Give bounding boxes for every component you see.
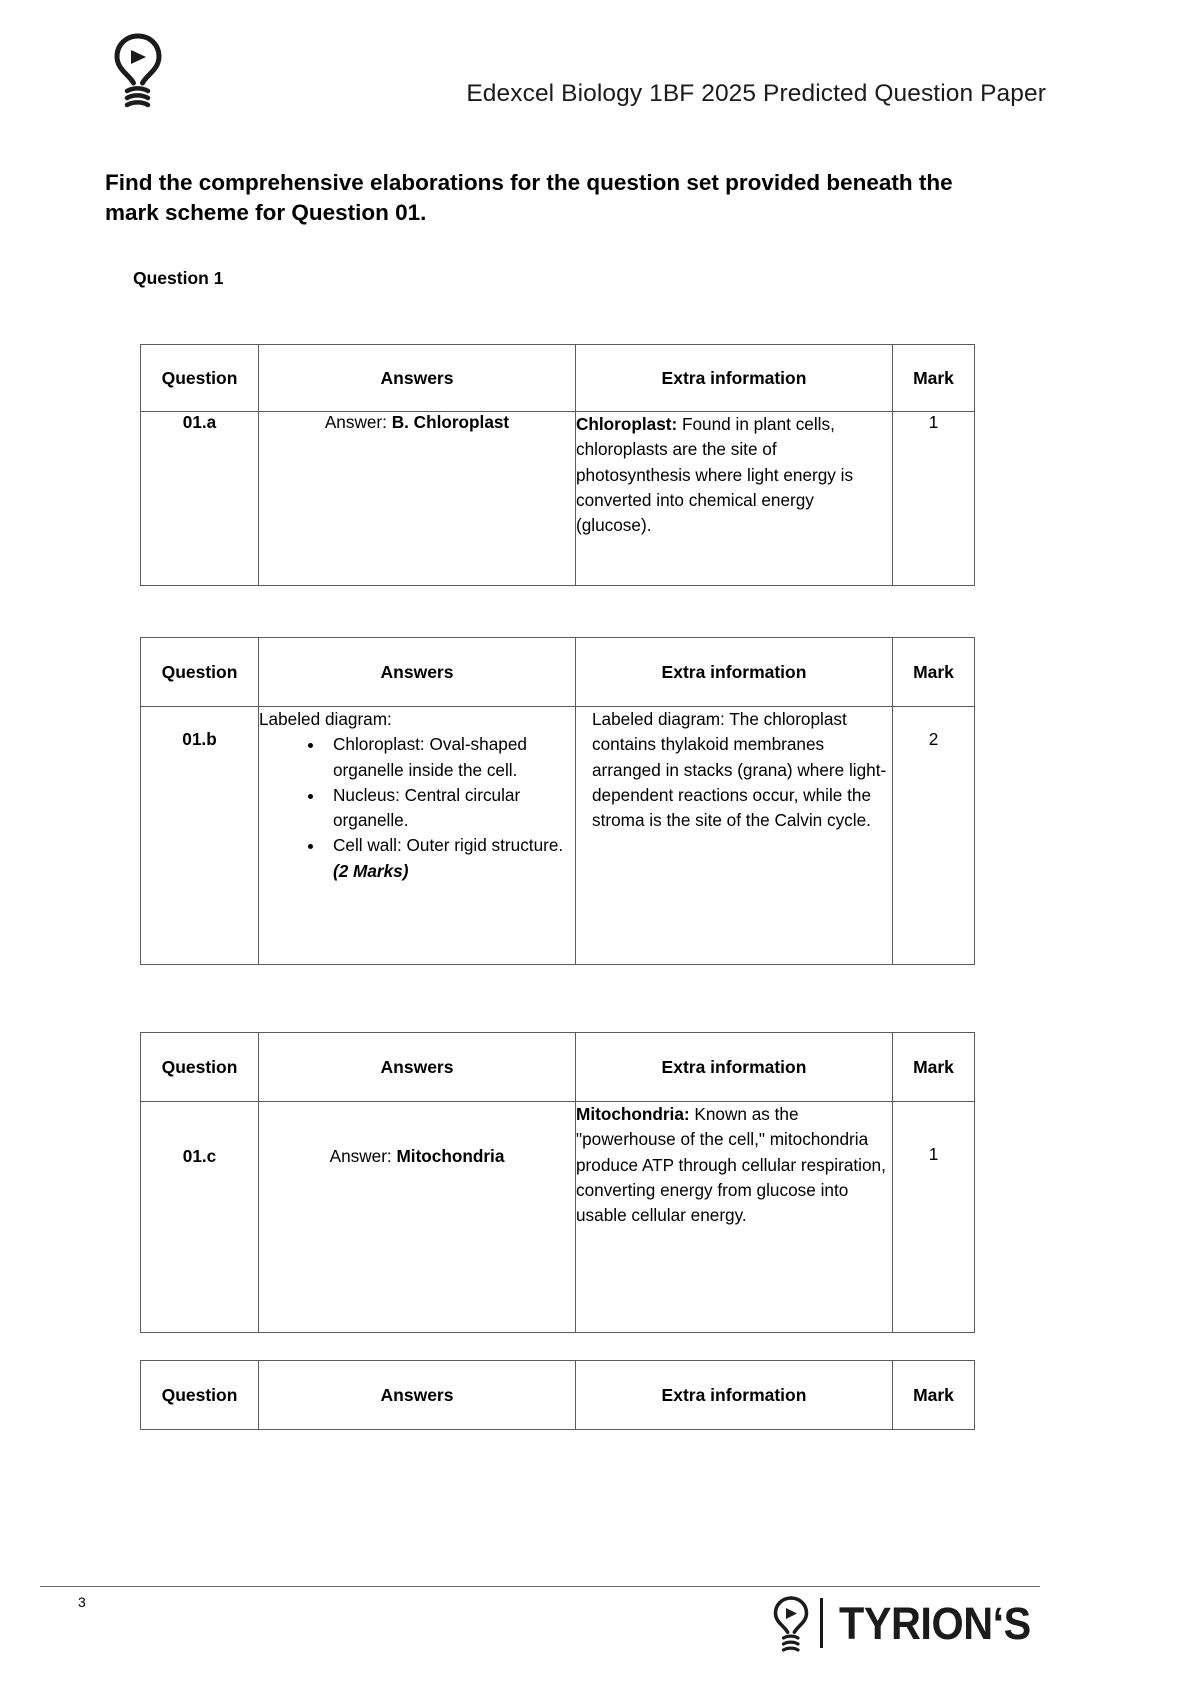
extra-body: Found in plant cells, chloroplasts are the site of photosynthesis where light energy is converted into chemical energy (glucose).: [576, 414, 854, 536]
answer-bullet-list: [259, 732, 575, 884]
marks-note: (2 Marks): [333, 860, 409, 881]
column-header-extra-information: Extra information: [576, 345, 893, 412]
mark-scheme-table-01b: [140, 637, 975, 965]
mark-scheme-table-01c: [140, 1032, 975, 1333]
mark-value: 1: [893, 412, 975, 586]
column-header-question: Question: [141, 1361, 259, 1430]
column-header-question: Question: [141, 638, 259, 707]
table-row: [141, 412, 975, 586]
table-row: [141, 707, 975, 965]
column-header-mark: Mark: [893, 638, 975, 707]
table-header-row: [141, 345, 975, 412]
intro-heading: Find the comprehensive elaborations for the question set provided beneath the mark scheme for Question 01.: [105, 170, 953, 225]
answer-value: Mitochondria: [396, 1146, 505, 1166]
answer-cell: [259, 1102, 576, 1333]
table-header-row: [141, 1033, 975, 1102]
bullet-text: Chloroplast: Oval-shaped organelle inside the cell.: [333, 734, 527, 780]
list-item: [325, 732, 575, 783]
page-header: [0, 22, 1194, 132]
column-header-mark: Mark: [893, 1361, 975, 1430]
list-item: [325, 833, 575, 884]
column-header-extra-information: Extra information: [576, 1033, 893, 1102]
mark-scheme-table-next: [140, 1360, 975, 1430]
bullet-text: Nucleus: Central circular organelle.: [333, 784, 521, 831]
footer-brand-wordmark: TYRION‘S: [839, 1597, 1031, 1649]
extra-term: Chloroplast:: [576, 414, 678, 434]
page-number: 3: [78, 1594, 86, 1610]
answer-prefix: Answer:: [324, 412, 392, 432]
extra-information-cell: Labeled diagram: The chloroplast contains thylakoid membranes arranged in stacks (grana) where light-dependent reactions occur, while the stroma is the site of the Calvin cycle.: [576, 707, 893, 965]
question-id: 01.c: [141, 1102, 259, 1333]
column-header-extra-information: Extra information: [576, 1361, 893, 1430]
answer-cell: [259, 412, 576, 586]
footer-brand: [770, 1592, 1048, 1654]
header-title: Edexcel Biology 1BF 2025 Predicted Question Paper: [466, 80, 1046, 107]
column-header-answers: Answers: [259, 1361, 576, 1430]
footer-brand-divider: [820, 1598, 823, 1648]
bullet-text: Cell wall: Outer rigid structure.: [333, 835, 564, 856]
answer-cell: [259, 707, 576, 965]
extra-body: Known as the "powerhouse of the cell," mitochondria produce ATP through cellular respiration, converting energy from glucose into usable cellular energy.: [576, 1104, 886, 1226]
extra-term: Mitochondria:: [576, 1104, 690, 1124]
list-item: [325, 783, 575, 834]
extra-information-cell: [576, 412, 893, 586]
answer-lead: Labeled diagram:: [259, 709, 392, 729]
extra-information-cell: [576, 1102, 893, 1333]
column-header-question: Question: [141, 1033, 259, 1102]
column-header-answers: Answers: [259, 345, 576, 412]
table-header-row: [141, 638, 975, 707]
mark-scheme-table-01a: [140, 344, 975, 586]
mark-value: 1: [893, 1102, 975, 1333]
column-header-answers: Answers: [259, 638, 576, 707]
answer-prefix: Answer:: [329, 1146, 397, 1166]
question-id: 01.a: [141, 412, 259, 586]
column-header-mark: Mark: [893, 1033, 975, 1102]
question-id: 01.b: [141, 707, 259, 965]
table-row: [141, 1102, 975, 1333]
lightbulb-play-icon: [770, 1594, 812, 1652]
column-header-answers: Answers: [259, 1033, 576, 1102]
column-header-question: Question: [141, 345, 259, 412]
footer-divider: [40, 1586, 1040, 1587]
column-header-mark: Mark: [893, 345, 975, 412]
question-section-label: Question 1: [133, 268, 224, 288]
table-header-row: [141, 1361, 975, 1430]
mark-value: 2: [893, 707, 975, 965]
answer-value: B. Chloroplast: [391, 412, 510, 432]
lightbulb-play-icon: [108, 30, 168, 110]
column-header-extra-information: Extra information: [576, 638, 893, 707]
